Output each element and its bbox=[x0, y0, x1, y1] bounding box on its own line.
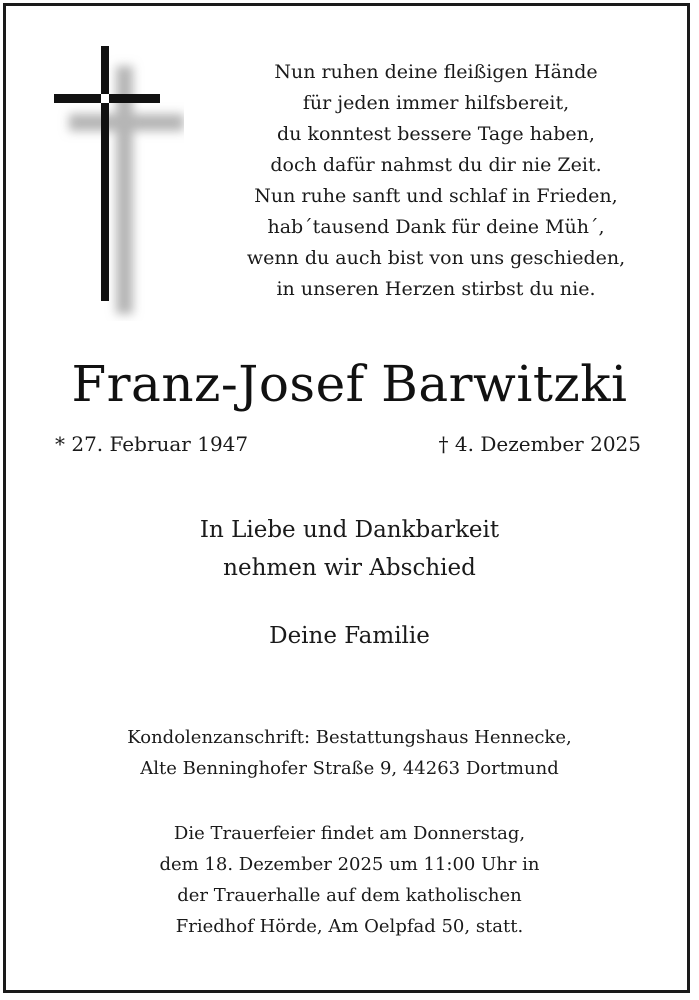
cross-icon bbox=[54, 46, 184, 321]
poem-line: in unseren Herzen stirbst du nie. bbox=[276, 278, 596, 300]
condolence-address bbox=[0, 722, 699, 784]
service-line: dem 18. Dezember 2025 um 11:00 Uhr in bbox=[159, 854, 540, 875]
poem-line: Nun ruhe sanft und schlaf in Frieden, bbox=[254, 185, 618, 207]
birth-date: * 27. Februar 1947 bbox=[55, 432, 249, 456]
deceased-name: Franz-Josef Barwitzki bbox=[71, 355, 628, 413]
poem bbox=[186, 57, 686, 305]
poem-line: hab´tausend Dank für deine Müh´, bbox=[267, 216, 605, 238]
condolence-line: Kondolenzanschrift: Bestattungshaus Hennecke, bbox=[127, 727, 572, 748]
service-line: der Trauerhalle auf dem katholischen bbox=[177, 885, 522, 906]
condolence-line: Alte Benninghofer Straße 9, 44263 Dortmund bbox=[140, 758, 559, 779]
service-line: Die Trauerfeier findet am Donnerstag, bbox=[173, 823, 526, 844]
poem-line: Nun ruhen deine fleißigen Hände bbox=[274, 61, 598, 83]
poem-line: für jeden immer hilfsbereit, bbox=[302, 92, 570, 114]
cross-shadow bbox=[69, 66, 184, 314]
farewell-line: nehmen wir Abschied bbox=[223, 555, 476, 581]
poem-line: wenn du auch bist von uns geschieden, bbox=[246, 247, 626, 269]
farewell-line: In Liebe und Dankbarkeit bbox=[199, 517, 500, 543]
farewell-text bbox=[0, 511, 699, 587]
service-info bbox=[0, 818, 699, 942]
cross-highlight bbox=[101, 94, 109, 103]
death-date: † 4. Dezember 2025 bbox=[438, 432, 641, 456]
service-line: Friedhof Hörde, Am Oelpfad 50, statt. bbox=[175, 916, 524, 937]
poem-line: doch dafür nahmst du dir nie Zeit. bbox=[270, 154, 602, 176]
cross-shape bbox=[54, 46, 160, 301]
poem-line: du konntest bessere Tage haben, bbox=[277, 123, 595, 145]
family-signature: Deine Familie bbox=[269, 623, 430, 649]
